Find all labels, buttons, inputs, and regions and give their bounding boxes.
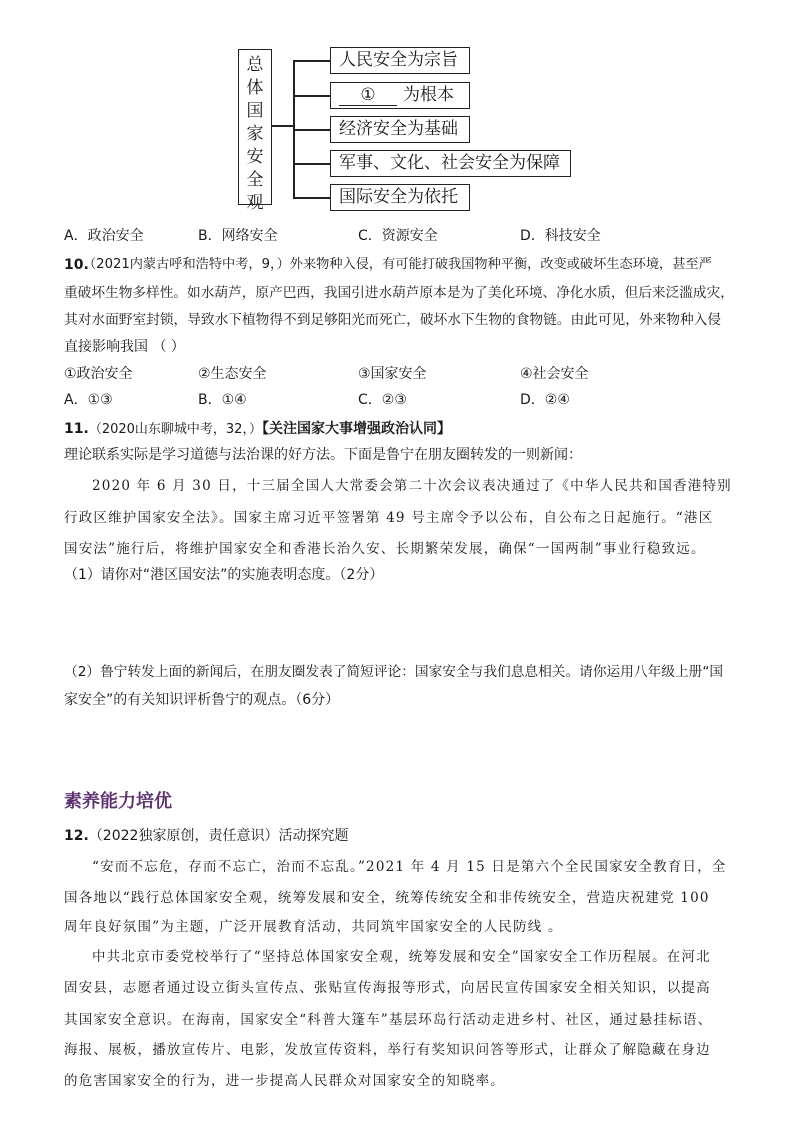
q11-sub2-line: （2）鲁宁转发上面的新闻后，在朋友圈发表了简短评论：国家安全与我们息息相关。请你运用八年级上册“国 bbox=[64, 664, 724, 680]
diagram-root-box bbox=[238, 49, 272, 213]
diagram-item-text: 人民安全为宗旨 bbox=[339, 50, 458, 70]
q12-para2-line: 海报、展板，播放宣传片、电影，发放宣传资料，举行有奖知识问答等形式，让群众了解隐藏在身边 bbox=[64, 1042, 711, 1058]
q12-para2-line: 的危害国家安全的行为，进一步提高人民群众对国家安全的知晓率。 bbox=[64, 1073, 505, 1089]
root-char: 全 bbox=[246, 170, 264, 190]
q10-line: 直接影响我国 （ ） bbox=[64, 339, 185, 355]
diagram-item-blank bbox=[330, 82, 470, 109]
connector-branch bbox=[293, 163, 330, 165]
q11-tag: 【关注国家大事增强政治认同】 bbox=[261, 421, 451, 437]
diagram-item bbox=[330, 116, 470, 143]
connector-branch bbox=[293, 95, 330, 97]
q10-line: 重破坏生物多样性。如水葫芦，原产巴西，我国引进水葫芦原本是为了美化环境、净化水质，但后来泛滥成灾， bbox=[64, 285, 734, 301]
root-char: 体 bbox=[246, 78, 264, 98]
diagram-item-text: 经济安全为基础 bbox=[339, 119, 458, 139]
q12-para1-line: “安而不忘危，存而不忘亡，治而不忘乱。”2021 年 4 月 15 日是第六个全民国家安全教育日，全 bbox=[92, 859, 727, 875]
q10-statement: ③国家安全 bbox=[358, 366, 427, 382]
diagram-item-text: 为根本 bbox=[403, 85, 454, 105]
q10-option-b: B．①④ bbox=[198, 392, 247, 408]
q9-option-a: A．政治安全 bbox=[64, 228, 144, 244]
connector-branch bbox=[293, 60, 330, 62]
q11-news-line: 行政区维护国家安全法》。国家主席习近平签署第 49 号主席令予以公布，自公布之日起施行。“港区 bbox=[64, 510, 714, 526]
q10-number: 10. bbox=[64, 257, 89, 273]
q11-header bbox=[64, 419, 451, 440]
root-char: 观 bbox=[246, 193, 264, 213]
q10-statement: ①政治安全 bbox=[64, 366, 133, 382]
q10-line: 其对水面野室封锁，导致水下植物得不到足够阳光而死亡，破坏水下生物的食物链。由此可见，外来物种入侵 bbox=[64, 312, 722, 328]
q12-para1-line: 周年良好氛围”为主题，广泛开展教育活动，共同筑牢国家安全的人民防线 。 bbox=[64, 919, 563, 935]
root-char: 家 bbox=[246, 124, 264, 144]
diagram-item-text: 国际安全为依托 bbox=[339, 187, 458, 207]
q10-statement: ④社会安全 bbox=[520, 366, 589, 382]
q11-sub2-line: 家安全”的有关知识评析鲁宁的观点。（6分） bbox=[64, 692, 340, 708]
diagram-item bbox=[330, 47, 470, 74]
q11-intro: 理论联系实际是学习道德与法治课的好方法。下面是鲁宁在朋友圈转发的一则新闻： bbox=[64, 447, 582, 463]
diagram-item-text: 军事、文化、社会安全为保障 bbox=[339, 153, 560, 173]
q11-news-line: 2020 年 6 月 30 日，十三届全国人大常委会第二十次会议表决通过了《中华人民共和国香港特别 bbox=[92, 478, 732, 494]
root-char: 国 bbox=[246, 101, 264, 121]
q12-para1-line: 国各地以“践行总体国家安全观，统筹发展和安全，统筹传统安全和非传统安全，营造庆祝建党 100 bbox=[64, 890, 710, 906]
q10-option-a: A．①③ bbox=[64, 392, 113, 408]
q11-number: 11. bbox=[64, 421, 89, 437]
q10-option-c: C．②③ bbox=[358, 392, 407, 408]
diagram-item bbox=[330, 184, 470, 211]
q12-para2-line: 中共北京市委党校举行了“坚持总体国家安全观，统筹发展和安全”国家安全工作历程展。在河北 bbox=[92, 949, 711, 965]
q10-statement: ②生态安全 bbox=[198, 366, 267, 382]
connector-branch bbox=[293, 197, 330, 199]
q12-header bbox=[64, 826, 348, 846]
root-char: 安 bbox=[246, 147, 264, 167]
q12-head: （2022独家原创，责任意识）活动探究题 bbox=[88, 828, 349, 844]
q11-news-line: 国安法”施行后，将维护国家安全和香港长治久安、长期繁荣发展，确保“一国两制”事业行稳致远。 bbox=[64, 541, 706, 557]
q9-option-b: B．网络安全 bbox=[198, 228, 278, 244]
root-char: 总 bbox=[246, 55, 264, 75]
q12-para2-line: 固安县，志愿者通过设立街头宣传点、张贴宣传海报等形式，向居民宣传国家安全相关知识，以提高 bbox=[64, 980, 711, 996]
diagram-item bbox=[330, 150, 571, 177]
q10-line: （2021内蒙古呼和浩特中考，9，）外来物种入侵，有可能打破我国物种平衡，改变或破坏生态环境，甚至严 bbox=[83, 257, 712, 272]
q9-option-c: C．资源安全 bbox=[358, 228, 438, 244]
section-title: 素养能力培优 bbox=[64, 791, 172, 812]
blank-marker: ① bbox=[339, 85, 397, 106]
q11-source: （2020山东聊城中考，32，） bbox=[88, 422, 262, 437]
q12-number: 12. bbox=[64, 828, 89, 844]
q9-option-d: D．科技安全 bbox=[520, 228, 601, 244]
q12-para2-line: 其国家安全意识。在海南，国家安全“科普大篷车”基层环岛行活动走进乡村、社区，通过悬挂标语、 bbox=[64, 1012, 713, 1028]
q11-sub1: （1）请你对“港区国安法”的实施表明态度。（2分） bbox=[64, 567, 384, 583]
connector-horizontal bbox=[272, 125, 294, 127]
connector-branch bbox=[293, 129, 330, 131]
q10-option-d: D．②④ bbox=[520, 392, 570, 408]
